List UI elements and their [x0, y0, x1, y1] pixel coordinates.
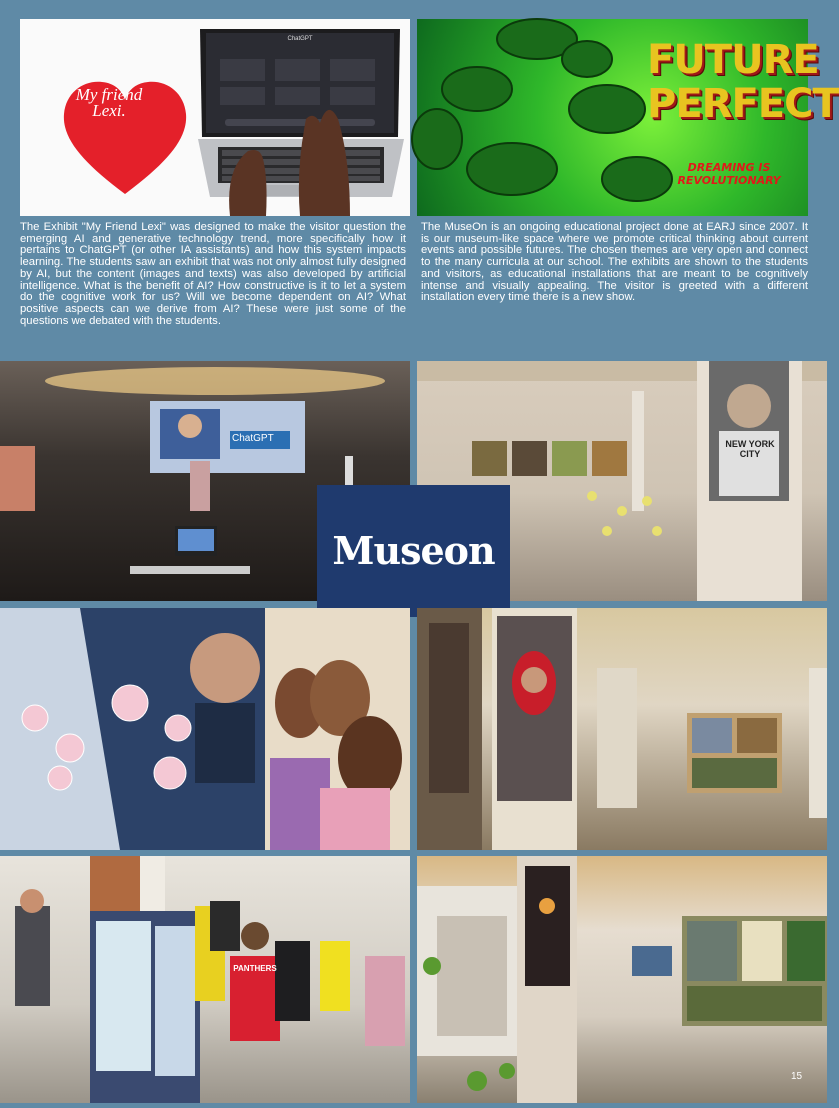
page-number: 15 — [791, 1071, 803, 1082]
gallery-malala-photo — [417, 608, 827, 850]
museon-title-box — [317, 485, 510, 617]
lexi-image — [20, 19, 410, 216]
heart-title: My friend Lexi. — [75, 85, 143, 120]
future-perfect-poster — [417, 19, 839, 216]
poster-title: FUTURE PERFECT — [647, 37, 839, 127]
ai-panel-kids-photo — [0, 608, 410, 850]
museon-title: Museon — [332, 528, 495, 573]
lexi-caption: The Exhibit "My Friend Lexi" was designed to make the visitor question the emerging AI and generative technology trend, more specifically how it pertains to ChatGPT (or other IA assistants) and how this system impacts learning. The students saw an exhibit that was not only almost fully designed by AI, but the content (images and texts) was also developed by artificial intelligence. What is the benefit of AI? How constructive is it to let a system do the cognitive work for us? Will we become dependent on AI? What positive aspects can we derive from AI? These were just some of the questions we debated with the students. — [20, 221, 406, 327]
projection-chatgpt-text: ChatGPT — [232, 433, 274, 444]
shirt-text: NEW YORK CITY — [725, 439, 775, 459]
laptop-screen-title: ChatGPT — [287, 36, 313, 42]
kid-shirt-text: PANTHERS — [233, 964, 277, 973]
poster-subtitle: DREAMING IS REVOLUTIONARY — [677, 161, 781, 187]
museon-caption: The MuseOn is an ongoing educational project done at EARJ since 2007. It is our museum-like space where we promote critical thinking about current events and possible futures. The chosen themes are very open and connect to the many curricula at our school. The exhibits are shown to the students and visitors, as educational installations that are meant to be cognitively intense and visually appealing. The visitor is greeted with a different installation every time there is a new show. — [421, 221, 808, 304]
gallery-biophilia-photo — [417, 856, 827, 1103]
laptop-screen — [206, 33, 394, 133]
students-visiting-photo — [0, 856, 410, 1103]
